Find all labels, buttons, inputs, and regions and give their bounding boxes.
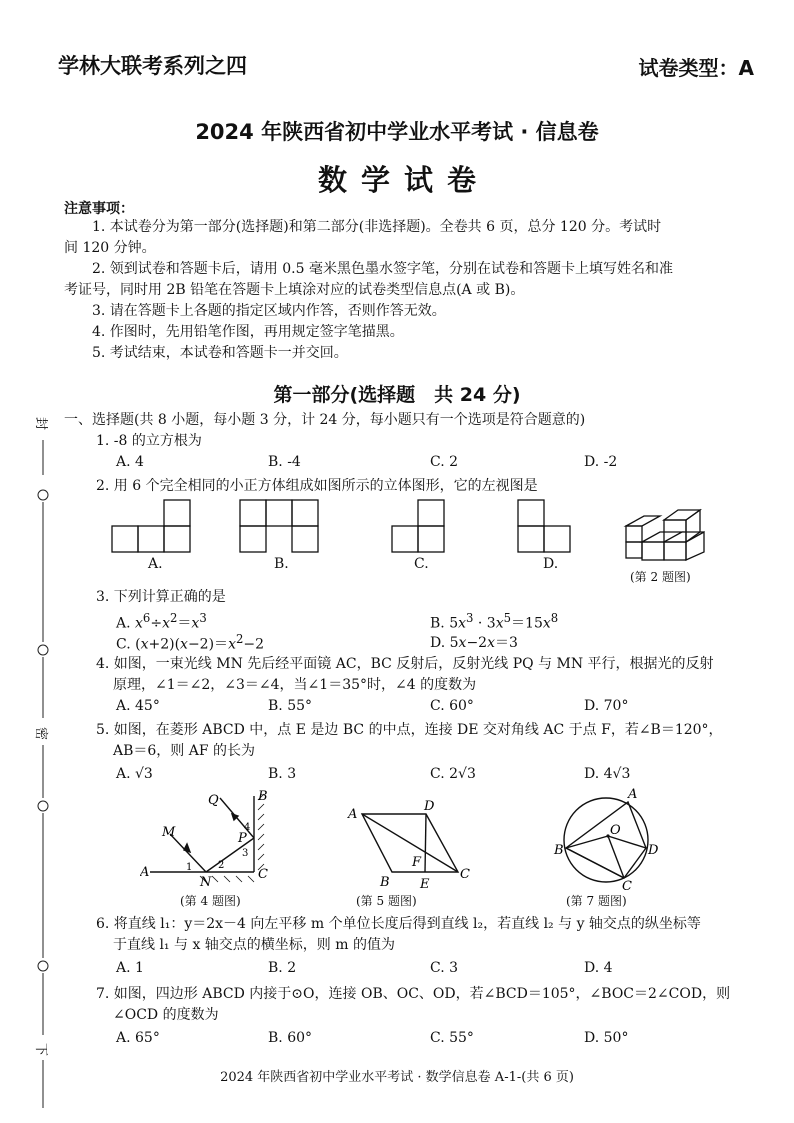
q3-option-c: C. $(x+2)(x-2)=x^2-2$ [116, 632, 265, 653]
note-line: 1. 本试卷分为第一部分(选择题)和第二部分(非选择题)。全卷共 6 页，总分 120 分。考试时 [92, 219, 662, 235]
svg-text:A: A [348, 807, 358, 822]
q4-stem-line2: 原理，∠1＝∠2，∠3＝∠4，当∠1＝35°时，∠4 的度数为 [113, 677, 477, 693]
paper-type: 试卷类型：A [638, 56, 754, 80]
svg-text:A: A [628, 787, 638, 802]
q2-label-b: B. [274, 556, 289, 572]
q1-option-d: D. -2 [584, 454, 618, 470]
q3-option-d: D. 5x−2x＝3 [430, 635, 518, 651]
note-line: 4. 作图时，先用铅笔作图，再用规定签字笔描黑。 [92, 324, 404, 340]
q6-option-d: D. 4 [584, 960, 613, 976]
q5-option-a: A. √3 [116, 766, 153, 782]
q4-stem-line1: 4. 如图，一束光线 MN 先后经平面镜 AC，BC 反射后，反射光线 PQ 与 MN 平行，根据光的反射 [96, 656, 714, 672]
gutter-char: 密 [33, 726, 49, 741]
subject-title: 数学试卷 [317, 163, 490, 197]
svg-text:A: A [140, 865, 150, 880]
section-heading: 一、选择题(共 8 小题，每小题 3 分，计 24 分，每小题只有一个选项是符合题意的) [64, 412, 586, 428]
q7-option-a: A. 65° [116, 1030, 160, 1046]
q3-stem: 3. 下列计算正确的是 [96, 589, 226, 605]
q6-option-b: B. 2 [268, 960, 297, 976]
exam-title: 2024 年陕西省初中学业水平考试 · 信息卷 [195, 120, 599, 144]
figure-7 [548, 784, 668, 892]
q4-option-b: B. 55° [268, 698, 313, 714]
q1-option-c: C. 2 [430, 454, 459, 470]
fig7-caption: (第 7 题图) [566, 894, 627, 908]
q6-option-a: A. 1 [116, 960, 144, 976]
svg-text:B: B [258, 789, 268, 804]
q1-option-b: B. -4 [268, 454, 301, 470]
gutter-char: 下 [33, 1042, 49, 1057]
svg-text:Q: Q [208, 793, 219, 808]
note-line: 5. 考试结束，本试卷和答题卡一并交回。 [92, 345, 348, 361]
q7-option-d: D. 50° [584, 1030, 629, 1046]
q2-label-a: A. [148, 556, 163, 572]
q1-option-a: A. 4 [116, 454, 144, 470]
svg-text:1: 1 [186, 862, 193, 873]
q6-stem-line1: 6. 将直线 l₁：y＝2x－4 向左平移 m 个单位长度后得到直线 l₂，若直线 l₂ 与 y 轴交点的纵坐标等 [96, 916, 701, 932]
q5-option-c: C. 2√3 [430, 766, 476, 782]
q4-option-c: C. 60° [430, 698, 474, 714]
note-line: 2. 领到试卷和答题卡后，请用 0.5 毫米黑色墨水签字笔，分别在试卷和答题卡上填写姓名和准 [92, 261, 673, 277]
svg-text:C: C [258, 867, 268, 882]
q7-stem-line1: 7. 如图，四边形 ABCD 内接于⊙O，连接 OB、OC、OD，若∠BCD＝105°，∠BOC＝2∠COD，则 [96, 986, 731, 1002]
fig4-caption: (第 4 题图) [180, 894, 241, 908]
q2-label-c: C. [414, 556, 429, 572]
svg-text:F: F [412, 855, 422, 870]
figure-5 [340, 796, 480, 890]
q4-option-d: D. 70° [584, 698, 629, 714]
svg-text:C: C [460, 867, 470, 882]
svg-text:B: B [380, 875, 390, 890]
gutter-char: 封 [33, 416, 49, 431]
q1-stem: 1. -8 的立方根为 [96, 433, 202, 449]
q2-stem: 2. 用 6 个完全相同的小正方体组成如图所示的立体图形，它的左视图是 [96, 478, 538, 494]
notes-heading: 注意事项： [64, 201, 134, 217]
part-heading: 第一部分(选择题 共 24 分) [273, 384, 521, 406]
note-line: 考证号，同时用 2B 铅笔在答题卡上填涂对应的试卷类型信息点(A 或 B)。 [64, 282, 525, 298]
svg-text:E: E [420, 877, 430, 890]
svg-text:O: O [610, 823, 621, 838]
svg-text:P: P [238, 831, 247, 846]
q7-stem-line2: ∠OCD 的度数为 [113, 1007, 219, 1023]
note-line: 3. 请在答题卡上各题的指定区域内作答，否则作答无效。 [92, 303, 446, 319]
page-footer: 2024 年陕西省初中学业水平考试 · 数学信息卷 A-1-(共 6 页) [220, 1070, 574, 1085]
svg-text:B: B [554, 843, 564, 858]
svg-text:3: 3 [242, 848, 249, 859]
svg-text:M: M [162, 825, 176, 840]
q2-caption: (第 2 题图) [630, 570, 691, 584]
fig5-caption: (第 5 题图) [356, 894, 417, 908]
q5-stem-line1: 5. 如图，在菱形 ABCD 中，点 E 是边 BC 的中点，连接 DE 交对角线 AC 于点 F，若∠B＝120°， [96, 722, 723, 738]
svg-text:2: 2 [218, 860, 225, 871]
q7-option-c: C. 55° [430, 1030, 474, 1046]
svg-text:C: C [622, 879, 632, 892]
q6-stem-line2: 于直线 l₁ 与 x 轴交点的横坐标，则 m 的值为 [113, 937, 395, 953]
q5-option-d: D. 4√3 [584, 766, 631, 782]
note-line: 间 120 分钟。 [64, 240, 156, 256]
q5-option-b: B. 3 [268, 766, 297, 782]
figure-4 [140, 788, 290, 888]
svg-text:4: 4 [244, 822, 251, 833]
q4-option-a: A. 45° [116, 698, 160, 714]
q3-option-a: A. $x^6\div x^2=x^3$ [116, 611, 207, 632]
q3-option-b: B. $5x^3 \cdot 3x^5=15x^8$ [430, 611, 559, 632]
q6-option-c: C. 3 [430, 960, 459, 976]
svg-text:D: D [424, 799, 435, 814]
series-label: 学林大联考系列之四 [58, 54, 247, 78]
q7-option-b: B. 60° [268, 1030, 313, 1046]
svg-text:D: D [648, 843, 659, 858]
q2-label-d: D. [543, 556, 559, 572]
svg-text:N: N [200, 875, 212, 888]
q5-stem-line2: AB＝6，则 AF 的长为 [113, 743, 256, 759]
binding-gutter [30, 410, 56, 1110]
